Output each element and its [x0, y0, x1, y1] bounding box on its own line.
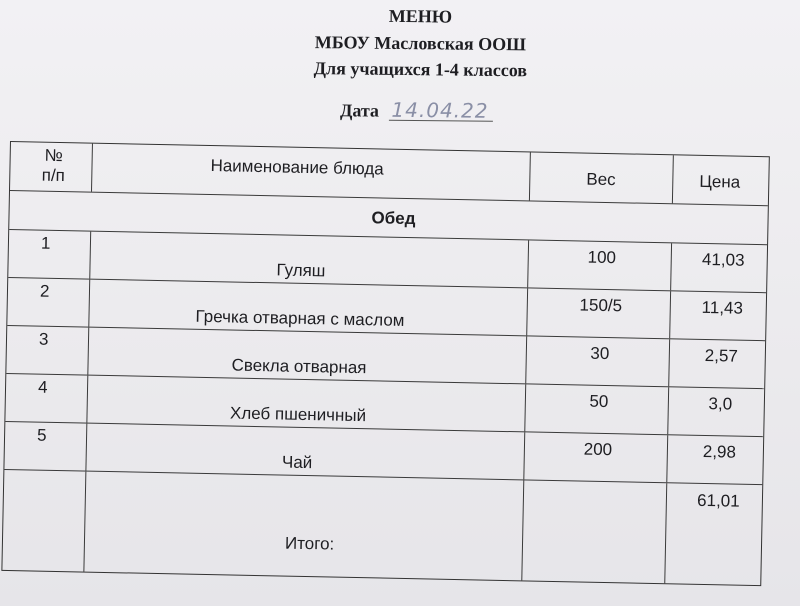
section-title: Обед [371, 208, 416, 229]
dish-name: Гречка отварная с маслом [195, 306, 405, 330]
audience-line: Для учащихся 1-4 классов [313, 58, 528, 81]
dish-price: 2,57 [704, 345, 739, 366]
dish-name: Свекла отварная [231, 355, 367, 378]
dish-price: 3,0 [708, 394, 733, 414]
handwritten-date: 14.04.22 [389, 100, 492, 122]
date-line [340, 99, 493, 123]
menu-title: МЕНЮ [388, 5, 453, 27]
dish-name: Гуляш [276, 260, 326, 281]
row-number: 3 [38, 329, 49, 349]
dish-weight: 200 [583, 439, 613, 460]
header-cell-number [10, 142, 93, 192]
dish-weight: 30 [590, 343, 610, 364]
dish-price: 41,03 [701, 249, 745, 270]
total-value: 61,01 [696, 490, 740, 511]
dish-weight: 100 [587, 247, 617, 268]
header-cell-weight [530, 152, 674, 203]
dish-price: 11,43 [701, 297, 744, 318]
row-number: 4 [37, 377, 48, 397]
menu-table [1, 141, 769, 586]
dish-weight: 150/5 [579, 295, 623, 316]
column-header-price: Цена [699, 171, 741, 192]
school-name: МБОУ Масловская ООШ [314, 32, 527, 55]
header-cell-name [92, 144, 531, 201]
total-row [2, 470, 762, 585]
row-number: 2 [39, 281, 50, 301]
dish-name: Хлеб пшеничный [229, 403, 367, 426]
total-label: Итого: [284, 533, 335, 554]
row-number: 1 [40, 233, 51, 253]
column-header-number: № п/п [41, 145, 66, 186]
dish-name: Чай [281, 452, 313, 473]
row-number: 5 [36, 425, 47, 445]
dish-weight: 50 [589, 391, 609, 412]
date-label: Дата [339, 100, 380, 121]
header-cell-price [673, 155, 769, 205]
dish-price: 2,98 [702, 441, 737, 462]
column-header-name: Наименование блюда [210, 156, 384, 179]
column-header-weight: Вес [586, 169, 616, 190]
